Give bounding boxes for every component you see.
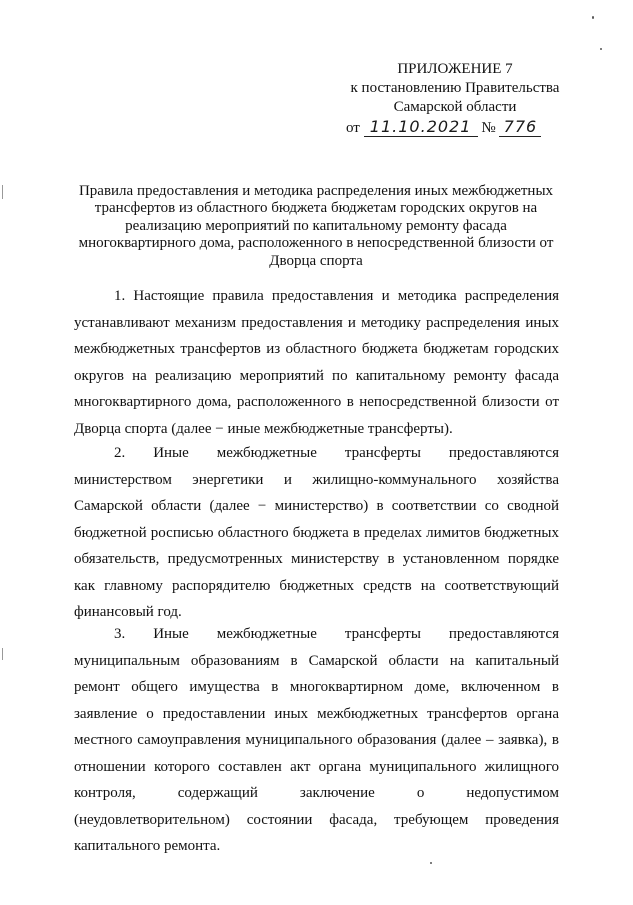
scan-speck bbox=[592, 16, 594, 19]
paragraph-line bbox=[74, 493, 559, 520]
word: о bbox=[416, 785, 425, 801]
paragraph-line-text: муниципальным образованиям в Самарской области на капитальный bbox=[74, 652, 559, 669]
paragraph-line-text: заявление о предоставлении иных межбюджетных трансфертов органа bbox=[74, 705, 559, 722]
handwritten-number: 776 bbox=[499, 117, 541, 137]
paragraph-line bbox=[74, 780, 559, 807]
paragraph-line-text: (неудовлетворительном) состоянии фасада, требующем проведения bbox=[74, 811, 559, 828]
paragraph-line bbox=[74, 621, 559, 648]
word: трансферты bbox=[344, 445, 421, 461]
word: Иные bbox=[153, 445, 189, 461]
paragraph-line-text: местного самоуправления муниципального образования (далее – заявка), в bbox=[74, 732, 559, 748]
number-prefix: № bbox=[481, 120, 496, 136]
appendix-region-line: Самарской области bbox=[393, 99, 517, 115]
paragraph-line-text: ремонт общего имущества в многоквартирном доме, включенном в bbox=[74, 679, 559, 695]
scan-speck bbox=[600, 48, 602, 50]
paragraph-line bbox=[74, 440, 559, 467]
appendix-decree-line: к постановлению Правительства bbox=[350, 80, 560, 96]
word: межбюджетные bbox=[216, 626, 317, 642]
word: предоставляются bbox=[448, 445, 559, 461]
scan-edge-mark bbox=[2, 185, 3, 199]
paragraph-line bbox=[74, 754, 559, 781]
word: и bbox=[283, 471, 292, 488]
scan-edge-mark bbox=[2, 648, 3, 660]
appendix-title: ПРИЛОЖЕНИЕ 7 bbox=[397, 61, 513, 77]
paragraph-line-text: как главному распорядителю бюджетных средств на соответствующий bbox=[74, 577, 559, 594]
paragraph-line bbox=[74, 546, 559, 573]
paragraph-line bbox=[74, 648, 559, 675]
paragraph-line-text: межбюджетных трансфертов из областного бюджета бюджетам городских bbox=[74, 341, 559, 357]
paragraph-line-text: капитального ремонта. bbox=[74, 838, 221, 854]
paragraph-line-text: отношении которого составлен акт органа муниципального жилищного bbox=[74, 758, 559, 775]
paragraph-line bbox=[74, 336, 559, 363]
paragraph-line bbox=[74, 363, 559, 390]
scan-speck bbox=[430, 862, 432, 864]
word: контроля, bbox=[74, 785, 136, 801]
paragraph-line bbox=[74, 283, 559, 310]
word: межбюджетные bbox=[216, 445, 317, 461]
word: заключение bbox=[299, 785, 375, 801]
title-line: Правила предоставления и методика распределения иных межбюджетных bbox=[78, 183, 554, 199]
document-title bbox=[74, 183, 558, 270]
paragraph-line-text: округов на реализацию мероприятий по капитальному ремонту фасада bbox=[74, 367, 559, 384]
word: министерством bbox=[74, 471, 172, 488]
word: предоставляются bbox=[448, 626, 559, 642]
paragraph-line-text: многоквартирного дома, расположенного в непосредственной близости от bbox=[74, 394, 559, 410]
word: содержащий bbox=[177, 785, 258, 801]
paragraph-line bbox=[74, 833, 559, 860]
paragraph-1 bbox=[74, 283, 559, 442]
paragraph-line-text: финансовый год. bbox=[74, 604, 182, 620]
word: энергетики bbox=[192, 471, 264, 488]
paragraph-line-text: обязательств, предусмотренных министерству в установленном порядке bbox=[74, 551, 559, 567]
paragraph-line-text: устанавливают механизм предоставления и методику распределения иных bbox=[74, 314, 559, 331]
word: жилищно-коммунального bbox=[312, 471, 477, 488]
paragraph-line-text: 1. Настоящие правила предоставления и методика распределения bbox=[114, 288, 559, 304]
paragraph-line bbox=[74, 310, 559, 337]
word: 2. bbox=[114, 445, 126, 461]
paragraph-line bbox=[74, 807, 559, 834]
word: Иные bbox=[153, 626, 189, 642]
paragraph-line bbox=[74, 674, 559, 701]
paragraph-2 bbox=[74, 440, 559, 626]
paragraph-line bbox=[74, 467, 559, 494]
paragraph-line bbox=[74, 727, 559, 754]
paragraph-line-text: Дворца спорта (далее − иные межбюджетные трансферты). bbox=[74, 420, 453, 437]
title-line: многоквартирного дома, расположенного в непосредственной близости от bbox=[78, 235, 554, 252]
date-prefix: от bbox=[346, 120, 360, 136]
title-line: реализацию мероприятий по капитальному ремонту фасада bbox=[125, 217, 507, 234]
paragraph-3 bbox=[74, 621, 559, 860]
title-line: Дворца спорта bbox=[269, 252, 363, 269]
title-line: трансфертов из областного бюджета бюджетам городских округов на bbox=[94, 200, 538, 217]
word: хозяйства bbox=[496, 471, 559, 488]
paragraph-line bbox=[74, 416, 559, 443]
paragraph-line bbox=[74, 701, 559, 728]
appendix-date-line bbox=[346, 117, 570, 138]
paragraph-line bbox=[74, 573, 559, 600]
paragraph-line-text: Самарской области (далее − министерство) в соответствии со сводной bbox=[74, 498, 559, 514]
paragraph-line bbox=[74, 520, 559, 547]
handwritten-date: 11.10.2021 bbox=[364, 117, 478, 137]
paragraph-line bbox=[74, 389, 559, 416]
appendix-header bbox=[340, 60, 570, 138]
paragraph-line-text: бюджетной росписью областного бюджета в пределах лимитов бюджетных bbox=[74, 524, 559, 541]
word: 3. bbox=[114, 626, 126, 642]
word: недопустимом bbox=[466, 785, 559, 801]
word: трансферты bbox=[344, 626, 421, 642]
